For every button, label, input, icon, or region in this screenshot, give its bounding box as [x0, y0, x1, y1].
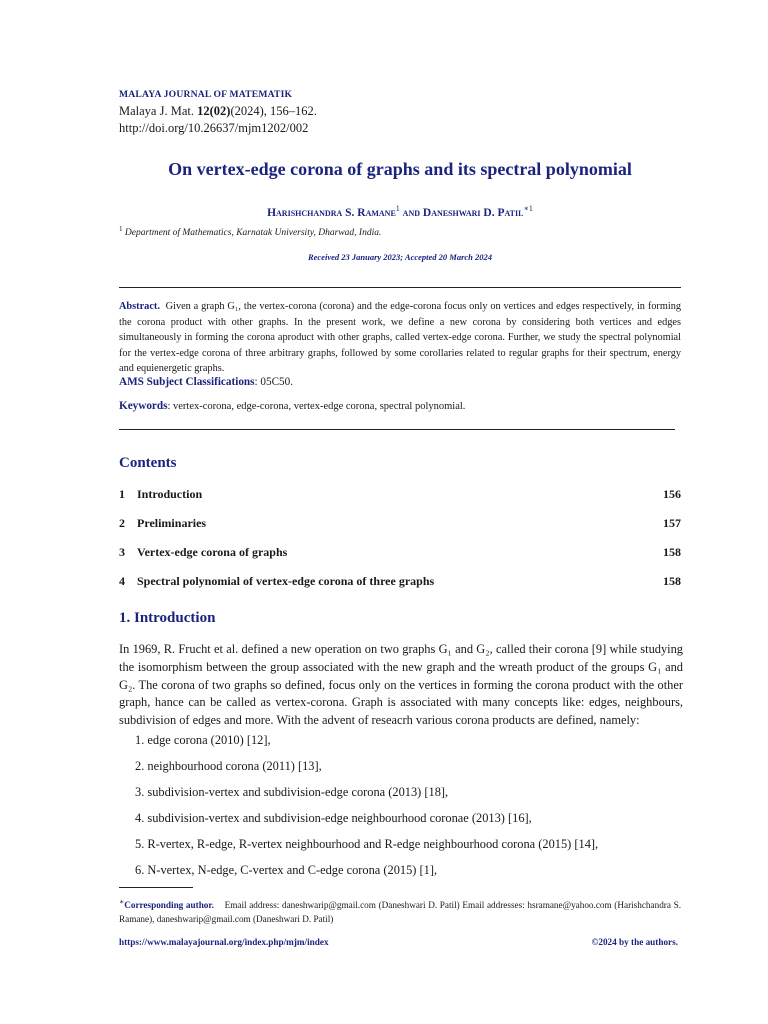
toc-entry[interactable]	[119, 574, 681, 592]
introduction-paragraph: In 1969, R. Frucht et al. defined a new operation on two graphs G₁ and G₂, called their corona [9] while studying the isomorphism between the group associated with the new graph and the wreath product of the groups G₁ and G₂. The corona of two graphs so defined, focus only on the vertices in forming the corona product with the other graph, hance can be called as vertex-corona. Graph is associated with many concepts like: edges, neighbours, subdivision of edges and more. With the advent of reseacrh various corona products are defined, namely:	[119, 642, 683, 728]
toc-page: 158	[663, 545, 681, 559]
journal-url-link[interactable]: https://www.malayajournal.org/index.php/mjm/index	[119, 937, 329, 947]
toc-entry[interactable]	[119, 545, 681, 563]
toc-page: 158	[663, 574, 681, 588]
abstract-label: Abstract.	[119, 301, 160, 312]
toc-title: Spectral polynomial of vertex-edge corona of three graphs	[137, 574, 435, 588]
toc-number: 2	[119, 516, 125, 530]
affiliation	[119, 225, 381, 238]
toc-page: 156	[663, 487, 681, 501]
footnote	[119, 895, 681, 926]
citation-volume: 12(02)	[197, 104, 231, 118]
toc-entry[interactable]	[119, 516, 681, 534]
top-rule	[119, 287, 681, 288]
paper-title: On vertex-edge corona of graphs and its spectral polynomial	[168, 159, 632, 179]
citation-prefix: Malaya J. Mat.	[119, 104, 198, 118]
copyright: ©2024 by the authors.	[591, 937, 678, 947]
footnote-label: Corresponding author.	[124, 900, 214, 911]
contents-heading: Contents	[119, 455, 177, 471]
doi-link[interactable]: http://doi.org/10.26637/mjm1202/002	[119, 121, 309, 135]
ams-label: AMS Subject Classifications	[119, 376, 255, 388]
bottom-rule	[119, 429, 675, 430]
toc-title: Preliminaries	[137, 516, 207, 530]
list-item: 4. subdivision-vertex and subdivision-edge neighbourhood coronae (2013) [16],	[135, 811, 532, 825]
toc-title: Introduction	[137, 487, 203, 501]
list-item: 2. neighbourhood corona (2011) [13],	[135, 759, 322, 773]
footnote-text: Email address: daneshwarip@gmail.com (Daneshwari D. Patil) Email addresses: hsramane@yahoo.com (Harishchandra S. Ramane), daneshwarip@gmail.com (Daneshwari D. Patil)	[119, 900, 682, 924]
author-1: Harishchandra S. Ramane	[267, 206, 396, 219]
list-item: 5. R-vertex, R-edge, R-vertex neighbourhood and R-edge neighbourhood corona (2015) [14],	[135, 837, 599, 851]
toc-page: 157	[663, 516, 681, 530]
citation-suffix: (2024), 156–162.	[230, 104, 317, 118]
abstract	[119, 299, 681, 377]
paper-page	[119, 0, 681, 1024]
toc-number: 4	[119, 574, 125, 588]
journal-name: MALAYA JOURNAL OF MATEMATIK	[119, 89, 293, 100]
list-item: 1. edge corona (2010) [12],	[135, 733, 271, 747]
received-accepted-dates: Received 23 January 2023; Accepted 20 March 2024	[307, 252, 493, 262]
authors-joiner: and	[399, 206, 423, 219]
section-heading-introduction: 1. Introduction	[119, 610, 216, 626]
ams-classification	[119, 376, 293, 388]
list-item: 6. N-vertex, N-edge, C-vertex and C-edge corona (2015) [1],	[135, 863, 438, 877]
keywords	[119, 400, 465, 412]
citation	[119, 104, 317, 119]
list-item: 3. subdivision-vertex and subdivision-edge corona (2013) [18],	[135, 785, 449, 799]
keywords-value: : vertex-corona, edge-corona, vertex-edge corona, spectral polynomial.	[167, 401, 466, 412]
author-line	[119, 204, 681, 219]
author-2-sup: ∗1	[523, 204, 533, 213]
affiliation-sup: 1	[119, 225, 123, 233]
toc-title: Vertex-edge corona of graphs	[137, 545, 288, 559]
toc-number: 1	[119, 487, 125, 501]
footnote-marker: ∗	[119, 897, 125, 906]
author-2: Daneshwari D. Patil	[422, 206, 524, 219]
author-1-sup: 1	[395, 204, 400, 213]
toc-entry[interactable]	[119, 487, 681, 505]
abstract-text: Given a graph G₁, the vertex-corona (corona) and the edge-corona focus only on vertices and edges respectively, in forming the corona product with other graphs. In the present work, we define a new corona by considering both vertices and edges simultaneously in forming the corona aproduct with other graphs, called vertex-edge corona. Further, we study the spectral polynomial for the vertex-edge corona of three arbitrary graphs, followed by some corollaries related to regular graphs for their spectrum, energy and equienergetic graphs.	[119, 301, 681, 375]
keywords-label: Keywords	[119, 400, 168, 412]
ams-value: : 05C50.	[254, 376, 294, 388]
affiliation-text: Department of Mathematics, Karnatak University, Dharwad, India.	[124, 228, 382, 239]
footnote-rule	[119, 887, 193, 888]
toc-number: 3	[119, 545, 125, 559]
